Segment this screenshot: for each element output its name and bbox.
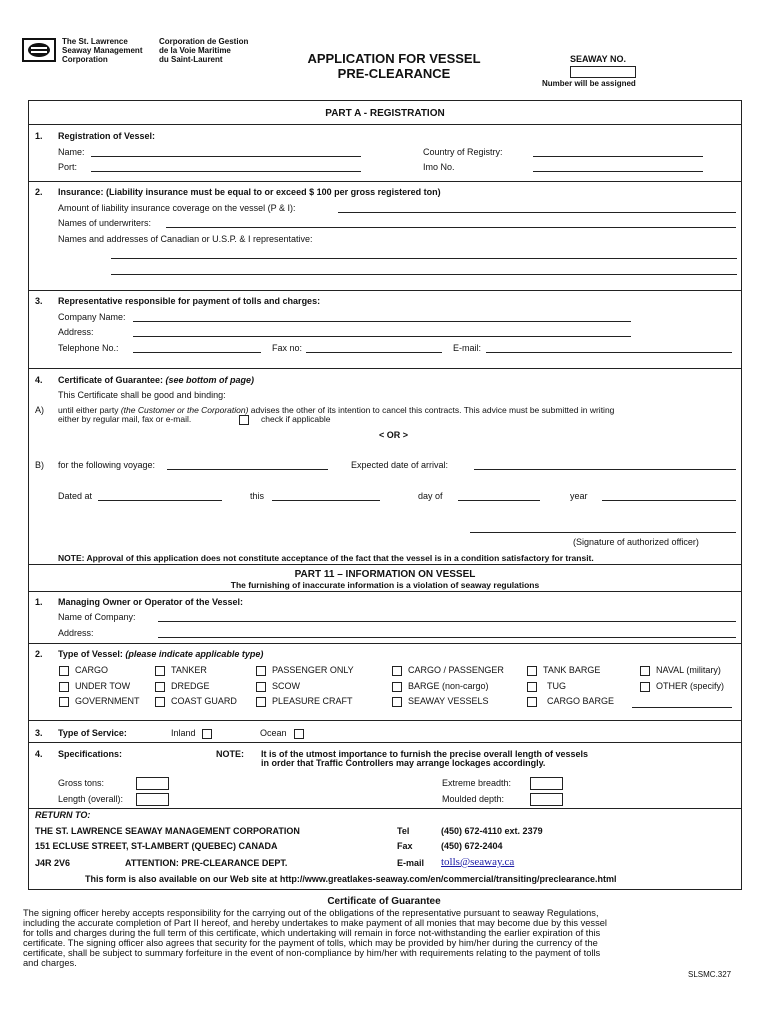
service-type-title: Type of Service: <box>58 728 127 738</box>
return-postal: J4R 2V6 <box>35 858 71 868</box>
checkbox-seaway-vessels[interactable] <box>392 697 402 707</box>
vessel-type-title <box>58 649 263 659</box>
port-field[interactable] <box>91 171 361 172</box>
or-separator: < OR > <box>379 430 409 440</box>
guarantee-line: certificate. The signing officer also agrees that security for the payment of tolls, which may be provided by him/her during the currency of the <box>23 938 598 948</box>
guarantee-title <box>58 375 254 385</box>
divider <box>28 290 741 291</box>
label-seaway-vessels: SEAWAY VESSELS <box>408 696 489 706</box>
owner-company-label: Name of Company: <box>58 612 136 622</box>
email-contact-label: E-mail <box>397 858 425 868</box>
guarantee-heading: Certificate of Guarantee <box>327 896 441 907</box>
extreme-breadth-field[interactable] <box>530 777 563 790</box>
year-label: year <box>570 491 588 501</box>
part-a-heading: PART A - REGISTRATION <box>325 108 445 119</box>
voyage-field[interactable] <box>167 469 328 470</box>
option-a-checkbox[interactable] <box>239 415 249 425</box>
fax-label: Fax no: <box>272 343 303 353</box>
owner-address-label: Address: <box>58 628 94 638</box>
vessel-type-title-text: Type of Vessel: <box>58 649 126 659</box>
country-label: Country of Registry: <box>423 147 503 157</box>
label-dredge: DREDGE <box>171 681 210 691</box>
part-b-heading: PART 11 – INFORMATION ON VESSEL <box>294 569 476 580</box>
checkbox-passenger-only[interactable] <box>256 666 266 676</box>
checkbox-tanker[interactable] <box>155 666 165 676</box>
dated-at-field[interactable] <box>98 500 222 501</box>
return-attention: ATTENTION: PRE-CLEARANCE DEPT. <box>125 858 288 868</box>
divider <box>28 181 741 182</box>
option-b-marker: B) <box>35 460 44 470</box>
checkbox-other[interactable] <box>640 682 650 692</box>
day-of-label: day of <box>418 491 443 501</box>
label-passenger-only: PASSENGER ONLY <box>272 665 354 675</box>
checkbox-cargo[interactable] <box>59 666 69 676</box>
checkbox-coast-guard[interactable] <box>155 697 165 707</box>
email-contact-link[interactable]: tolls@seaway.ca <box>441 856 515 868</box>
label-tank-barge: TANK BARGE <box>543 665 601 675</box>
other-specify-field[interactable] <box>632 707 732 708</box>
divider <box>28 720 741 721</box>
checkbox-pleasure-craft[interactable] <box>256 697 266 707</box>
seaway-no-label: SEAWAY NO. <box>570 54 627 64</box>
fax-contact-value: (450) 672-2404 <box>441 841 503 851</box>
imo-field[interactable] <box>533 171 703 172</box>
representative-payment-title: Representative responsible for payment of tolls and charges: <box>58 296 321 306</box>
signature-label: (Signature of authorized officer) <box>573 537 699 547</box>
owner-company-field[interactable] <box>158 621 736 622</box>
divider <box>28 564 741 565</box>
label-naval: NAVAL (military) <box>656 665 721 675</box>
approval-note: NOTE: Approval of this application does not constitute acceptance of the fact that the vessel is in a condition satisfactory for transit. <box>58 553 594 563</box>
email-label: E-mail: <box>453 343 482 353</box>
length-overall-label: Length (overall): <box>58 794 124 804</box>
checkbox-inland[interactable] <box>202 729 212 739</box>
option-a-marker: A) <box>35 405 44 415</box>
tel-label: Tel <box>397 826 410 836</box>
length-overall-field[interactable] <box>136 793 169 806</box>
company-name-field[interactable] <box>133 321 631 322</box>
checkbox-tug[interactable] <box>527 682 537 692</box>
fax-contact-label: Fax <box>397 841 413 851</box>
arrival-date-field[interactable] <box>474 469 736 470</box>
label-coast-guard: COAST GUARD <box>171 696 237 706</box>
checkbox-scow[interactable] <box>256 682 266 692</box>
insurance-title: Insurance: (Liability insurance must be equal to or exceed $ 100 per gross registered ton) <box>58 187 441 197</box>
checkbox-naval[interactable] <box>640 666 650 676</box>
address-label: Address: <box>58 327 94 337</box>
divider <box>28 808 741 809</box>
return-org: THE ST. LAWRENCE SEAWAY MANAGEMENT CORPORATION <box>35 826 300 836</box>
binding-text: This Certificate shall be good and binding: <box>58 390 226 400</box>
label-cargo-passenger: CARGO / PASSENGER <box>408 665 504 675</box>
checkbox-barge-non-cargo[interactable] <box>392 682 402 692</box>
spec-note-text-1: It is of the utmost importance to furnish the precise overall length of vessels <box>261 749 589 759</box>
imo-label: Imo No. <box>423 162 455 172</box>
gross-tons-field[interactable] <box>136 777 169 790</box>
representative-field-1[interactable] <box>111 258 737 259</box>
seaway-no-field[interactable] <box>570 66 636 78</box>
form-title: APPLICATION FOR VESSEL PRE-CLEARANCE <box>307 51 481 81</box>
section-number: 2. <box>35 187 43 197</box>
port-label: Port: <box>58 162 78 172</box>
ocean-label: Ocean <box>260 728 287 738</box>
label-under-tow: UNDER TOW <box>75 681 131 691</box>
section-number: 1. <box>35 597 43 607</box>
return-address: 151 ECLUSE STREET, ST-LAMBERT (QUEBEC) CANADA <box>35 841 278 851</box>
divider <box>28 643 741 644</box>
fax-field[interactable] <box>306 352 442 353</box>
email-field[interactable] <box>486 352 732 353</box>
guarantee-line: The signing officer hereby accepts responsibility for the carrying out of the obligations of the representative pursuant to seaway Regulations, <box>23 908 599 918</box>
section-number: 1. <box>35 131 43 141</box>
year-field[interactable] <box>602 500 736 501</box>
option-a-text-1: until either party <box>58 405 121 415</box>
guarantee-line: for tolls and charges during the full term of this certificate, which undertaking will remain in force not-withstanding the earlier expiration of this <box>23 928 601 938</box>
section-number: 2. <box>35 649 43 659</box>
moulded-depth-label: Moulded depth: <box>442 794 505 804</box>
form-code: SLSMC.327 <box>688 970 732 979</box>
guarantee-title-text: Certificate of Guarantee: <box>58 375 164 385</box>
representative-field-2[interactable] <box>111 274 737 275</box>
checkbox-cargo-barge[interactable] <box>527 697 537 707</box>
vessel-name-field[interactable] <box>91 156 361 157</box>
this-day-field[interactable] <box>272 500 380 501</box>
registration-title: Registration of Vessel: <box>58 131 156 141</box>
moulded-depth-field[interactable] <box>530 793 563 806</box>
guarantee-title-note: (see bottom of page) <box>165 375 255 385</box>
web-note[interactable]: This form is also available on our Web site at http://www.greatlakes-seaway.com/en/commercial/transiting/preclearance.html <box>85 874 617 884</box>
country-field[interactable] <box>533 156 703 157</box>
this-label: this <box>250 491 265 501</box>
checkbox-government[interactable] <box>59 697 69 707</box>
owner-address-field[interactable] <box>158 637 736 638</box>
gross-tons-label: Gross tons: <box>58 778 105 788</box>
section-number: 4. <box>35 749 43 759</box>
insurance-amount-field[interactable] <box>338 212 736 213</box>
checkbox-cargo-passenger[interactable] <box>392 666 402 676</box>
checkbox-tank-barge[interactable] <box>527 666 537 676</box>
section-number: 3. <box>35 296 43 306</box>
representative-label: Names and addresses of Canadian or U.S.P. & I representative: <box>58 234 313 244</box>
specifications-title: Specifications: <box>58 749 123 759</box>
label-cargo-barge: CARGO BARGE <box>547 696 615 706</box>
insurance-amount-label: Amount of liability insurance coverage on the vessel (P & I): <box>58 203 296 213</box>
guarantee-line: and charges. <box>23 958 77 968</box>
underwriters-label: Names of underwriters: <box>58 218 152 228</box>
label-other: OTHER (specify) <box>656 681 725 691</box>
option-a-text-3: either by regular mail, fax or e-mail. <box>58 414 192 424</box>
telephone-label: Telephone No.: <box>58 343 119 353</box>
month-field[interactable] <box>458 500 540 501</box>
label-scow: SCOW <box>272 681 300 691</box>
label-tug: TUG <box>547 681 566 691</box>
section-number: 3. <box>35 728 43 738</box>
label-pleasure-craft: PLEASURE CRAFT <box>272 696 353 706</box>
tel-value: (450) 672-4110 ext. 2379 <box>441 826 543 836</box>
option-a-text-2: advises the other of its intention to cancel this contracts. This advice must be submitted in writing <box>248 405 615 415</box>
section-number: 4. <box>35 375 43 385</box>
spec-note-label: NOTE: <box>216 749 244 759</box>
return-heading: RETURN TO: <box>35 810 91 820</box>
owner-title: Managing Owner or Operator of the Vessel: <box>58 597 244 607</box>
divider <box>28 124 741 125</box>
spec-note-text-2: in order that Traffic Controllers may arrange lockages accordingly. <box>261 758 546 768</box>
dated-at-label: Dated at <box>58 491 93 501</box>
label-barge-non-cargo: BARGE (non-cargo) <box>408 681 489 691</box>
seaway-no-note: Number will be assigned <box>542 79 636 88</box>
divider <box>28 591 741 592</box>
guarantee-line: including the accurate completion of Part II hereof, and hereby undertakes to make payment of all monies that may become due by this vessel <box>23 918 607 928</box>
telephone-field[interactable] <box>133 352 261 353</box>
divider <box>28 742 741 743</box>
vessel-name-label: Name: <box>58 147 85 157</box>
guarantee-body <box>23 908 747 968</box>
label-government: GOVERNMENT <box>75 696 140 706</box>
option-a-check-label: check if applicable <box>261 414 331 424</box>
label-tanker: TANKER <box>171 665 207 675</box>
inland-label: Inland <box>171 728 196 738</box>
extreme-breadth-label: Extreme breadth: <box>442 778 512 788</box>
checkbox-under-tow[interactable] <box>59 682 69 692</box>
voyage-label: for the following voyage: <box>58 460 156 470</box>
org-name-english: The St. Lawrence Seaway Management Corporation <box>62 37 143 64</box>
checkbox-ocean[interactable] <box>294 729 304 739</box>
signature-field[interactable] <box>470 532 736 533</box>
seaway-logo <box>22 38 56 62</box>
guarantee-line: certificate, shall be subject to summary forfeiture in the event of non-compliance by him/her with requirements relating to the payment of tolls <box>23 948 601 958</box>
option-a-text-italic: (the Customer or the Corporation) <box>120 405 249 415</box>
vessel-type-title-note: (please indicate applicable type) <box>125 649 264 659</box>
company-name-label: Company Name: <box>58 312 126 322</box>
label-cargo: CARGO <box>75 665 109 675</box>
checkbox-dredge[interactable] <box>155 682 165 692</box>
part-b-subheading: The furnishing of inaccurate information is a violation of seaway regulations <box>230 580 540 590</box>
underwriters-field[interactable] <box>166 227 736 228</box>
org-name-french: Corporation de Gestion de la Voie Maritime du Saint-Laurent <box>159 37 249 64</box>
address-field[interactable] <box>133 336 631 337</box>
arrival-date-label: Expected date of arrival: <box>351 460 449 470</box>
divider <box>28 368 741 369</box>
